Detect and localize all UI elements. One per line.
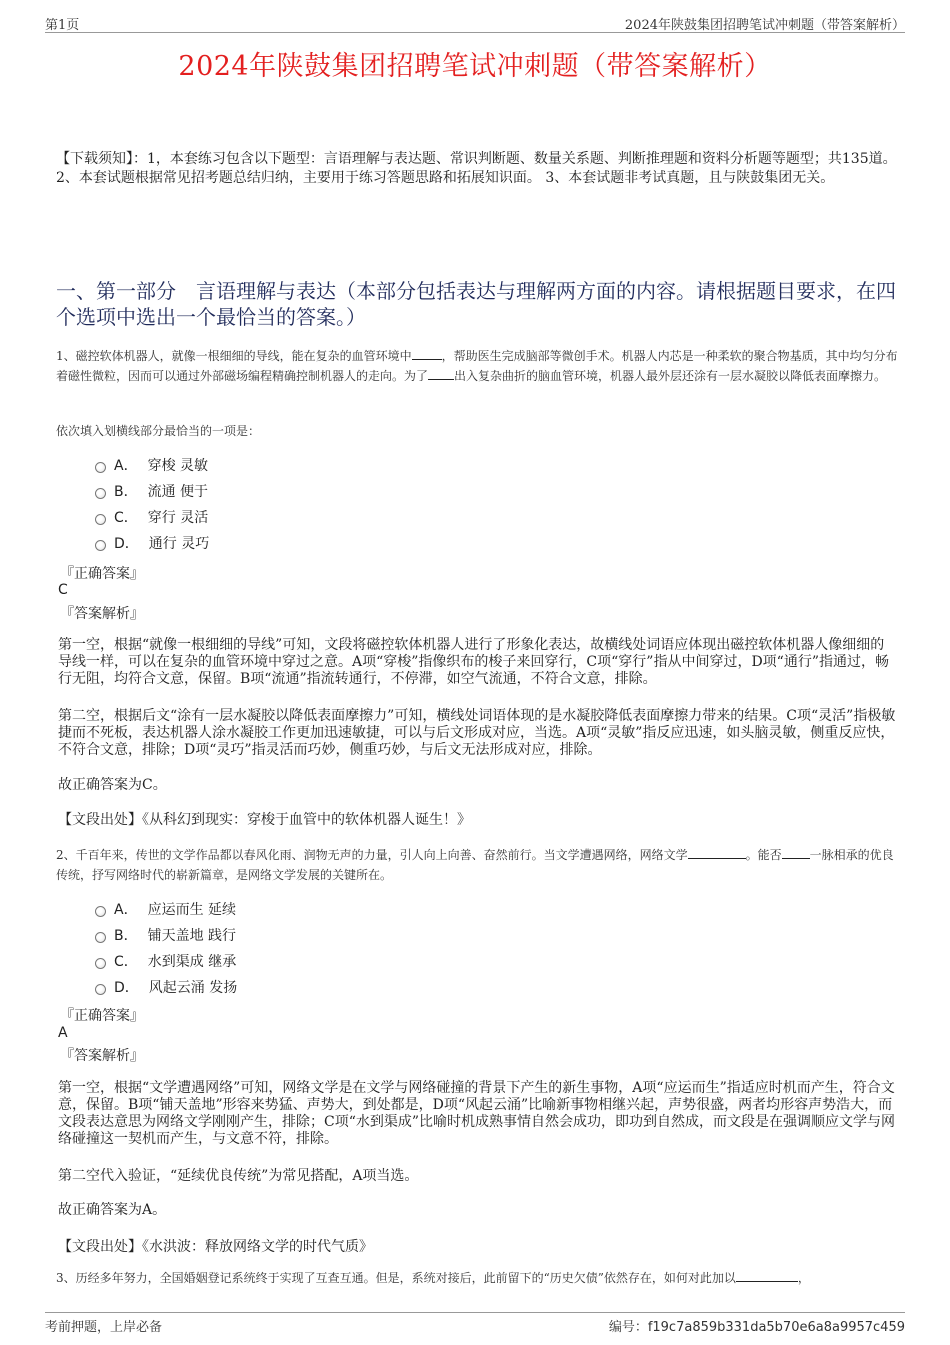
passage-source: 【文段出处】《从科幻到现实：穿梭于血管中的软体机器人诞生！》 — [58, 812, 471, 828]
document-title: 2024年陕鼓集团招聘笔试冲刺题（带答案解析） — [178, 51, 772, 82]
document-id: 编号：f19c7a859b331da5b70e6a8a9957c459 — [608, 1320, 905, 1335]
correct-answer-label: 『正确答案』 — [60, 1008, 144, 1024]
option-c[interactable]: C． 穿行 灵活 — [95, 505, 209, 531]
section-heading: 一、第一部分 言语理解与表达（本部分包括表达与理解两方面的内容。请根据题目要求，在四个选项中选出一个最恰当的答案。） — [56, 279, 896, 329]
answer-blank — [412, 347, 442, 360]
question-2-text: 2、千百年来，传世的文学作品都以春风化雨、润物无声的力量，引人向上向善、奋然前行。当文学遭遇网络，网络文学 。能否 一脉相承的优良传统，抒写网络时代的崭新篇章，是网络文学发展的关键所在。 — [56, 848, 894, 882]
radio-icon[interactable] — [95, 932, 106, 943]
option-b[interactable]: B． 铺天盖地 践行 — [95, 923, 237, 949]
answer-blank — [782, 846, 810, 859]
question-3-text: 3、历经多年努力，全国婚姻登记系统终于实现了互查互通。但是，系统对接后，此前留下的“历史欠债”依然存在，如何对此加以 ， — [56, 1271, 810, 1285]
analysis-conclusion: 故正确答案为C。 — [58, 777, 167, 793]
analysis-conclusion: 故正确答案为A。 — [58, 1202, 167, 1218]
analysis-paragraph: 第一空，根据“文学遭遇网络”可知，网络文学是在文学与网络碰撞的背景下产生的新生事物，A项“应运而生”指适应时机而产生，符合文意，保留。B项“铺天盖地”形容来势猛、声势大，到处都是，D项“风起云涌”比喻新事物相继兴起，声势很盛，两者均形容声势浩大，而文段表达意思为网络文学刚刚产生，排除；C项“水到渠成”比喻时机成熟事情自然会成功，即功到自然成，而文段是在强调顺应文学与网络碰撞这一契机而产生，与文意不符，排除。 — [58, 1080, 896, 1147]
download-notice: 【下载须知】：1，本套练习包含以下题型：言语理解与表达题、常识判断题、数量关系题、判断推理题和资料分析题等题型；共135道。 2、本套试题根据常见招考题总结归纳，主要用于练习答题思路和拓展知识面。 3、本套试题非考试真题，且与陕鼓集团无关。 — [56, 151, 897, 186]
option-d[interactable]: D． 通行 灵巧 — [95, 531, 209, 557]
analysis-label: 『答案解析』 — [60, 606, 144, 622]
radio-icon[interactable] — [95, 540, 106, 551]
answer-blank — [736, 1269, 798, 1282]
option-c[interactable]: C． 水到渠成 继承 — [95, 949, 237, 975]
passage-source: 【文段出处】《水洪波：释放网络文学的时代气质》 — [58, 1239, 373, 1255]
radio-icon[interactable] — [95, 488, 106, 499]
option-a[interactable]: A． 应运而生 延续 — [95, 897, 237, 923]
question-1-text: 1、磁控软体机器人，就像一根细细的导线，能在复杂的血管环境中 ，帮助医生完成脑部等微创手术。机器人内芯是一种柔软的聚合物基质，其中均匀分布着磁性微粒，因而可以通过外部磁场编程精确控制机器人的走向。为了 出入复杂曲折的脑血管环境，机器人最外层还涂有一层水凝胶以降低表面摩擦力。 — [56, 349, 898, 383]
option-b[interactable]: B． 流通 便于 — [95, 479, 209, 505]
question-2-options — [95, 897, 237, 1001]
option-a[interactable]: A． 穿梭 灵敏 — [95, 453, 209, 479]
question-1-prompt: 依次填入划横线部分最恰当的一项是： — [56, 424, 261, 438]
answer-blank — [428, 367, 454, 380]
footer-slogan: 考前押题，上岸必备 — [45, 1320, 163, 1335]
analysis-paragraph: 第一空，根据“就像一根细细的导线”可知，文段将磁控软体机器人进行了形象化表达，故横线处词语应体现出磁控软体机器人像细细的导线一样，可以在复杂的血管环境中穿过之意。A项“穿梭”指像织布的梭子来回穿行，C项“穿行”指从中间穿过，D项“通行”指通过，畅行无阻，均符合文意，保留。B项“流通”指流转通行，不停滞，如空气流通，不符合文意，排除。 — [58, 637, 889, 687]
correct-answer-value: A — [58, 1025, 68, 1041]
radio-icon[interactable] — [95, 984, 106, 995]
radio-icon[interactable] — [95, 514, 106, 525]
analysis-label: 『答案解析』 — [60, 1048, 144, 1064]
radio-icon[interactable] — [95, 958, 106, 969]
question-1-options — [95, 453, 209, 557]
page-number: 第1页 — [45, 18, 80, 33]
correct-answer-label: 『正确答案』 — [60, 566, 144, 582]
analysis-paragraph: 第二空代入验证，“延续优良传统”为常见搭配，A项当选。 — [58, 1168, 419, 1184]
radio-icon[interactable] — [95, 462, 106, 473]
analysis-paragraph: 第二空，根据后文“涂有一层水凝胶以降低表面摩擦力”可知，横线处词语体现的是水凝胶降低表面摩擦力带来的结果。C项“灵活”指极敏捷而不死板，表达机器人涂水凝胶工作更加迅速敏捷，可以与后文形成对应，当选。A项“灵敏”指反应迅速，如头脑灵敏，侧重反应快，不符合文意，排除；D项“灵巧”指灵活而巧妙，侧重巧妙，与后文无法形成对应，排除。 — [58, 708, 896, 758]
header-doc-title: 2024年陕鼓集团招聘笔试冲刺题（带答案解析） — [624, 18, 905, 33]
radio-icon[interactable] — [95, 906, 106, 917]
answer-blank — [688, 846, 746, 859]
page-footer — [45, 1312, 905, 1333]
page-header — [45, 12, 905, 33]
correct-answer-value: C — [58, 582, 68, 598]
option-d[interactable]: D． 风起云涌 发扬 — [95, 975, 237, 1001]
